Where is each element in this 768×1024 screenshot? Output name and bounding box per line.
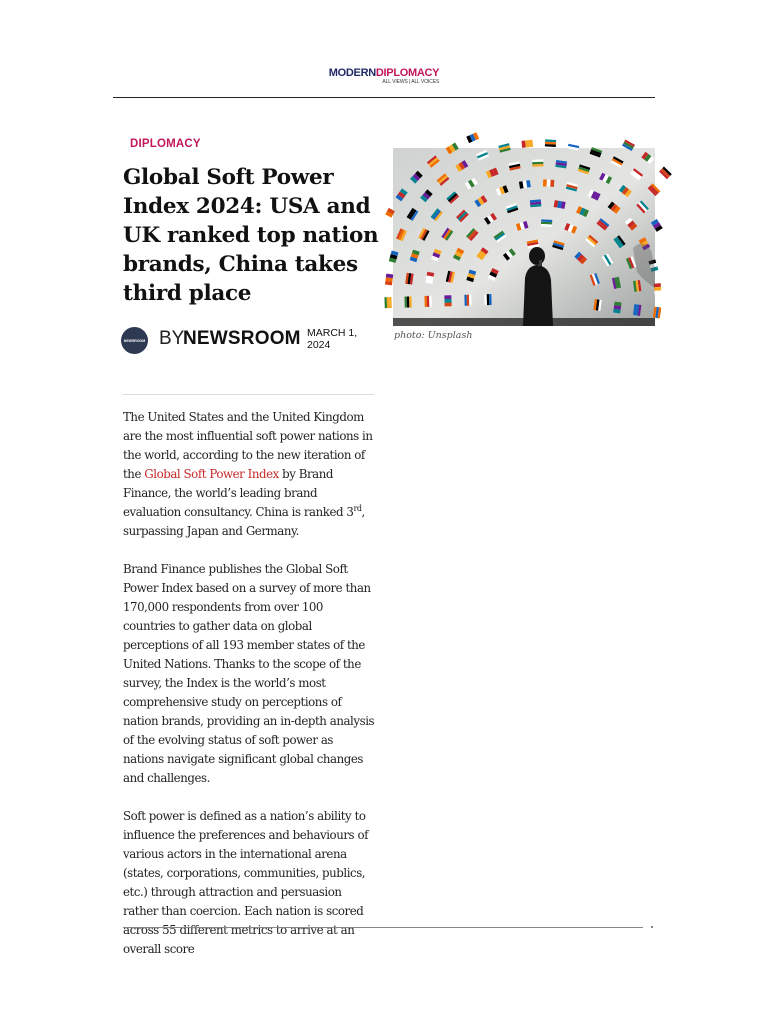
author-name[interactable]: NEWSROOM: [183, 328, 301, 349]
paragraph-1: The United States and the United Kingdom are the most influential soft power nations in the world, according to the new iteration of the Global Soft Power Index by Brand Finance, the world’s leading brand evaluation consultancy. China is ranked 3rd, surpassing Japan and Germany.: [123, 410, 373, 538]
article-title: Global Soft Power Index 2024: USA and UK ranked top nation brands, China takes third place: [123, 165, 379, 306]
article-body: [123, 408, 375, 956]
logo-tagline: ALL VIEWS | ALL VOICES: [382, 79, 440, 85]
article-photo[interactable]: [393, 148, 655, 326]
flag: [530, 199, 542, 207]
publish-date: MARCH 1, 2024: [307, 327, 358, 351]
flag: [464, 295, 471, 306]
flag: [653, 307, 661, 319]
flag: [543, 179, 554, 187]
flag: [444, 295, 451, 306]
site-logo[interactable]: [329, 68, 439, 85]
flag: [404, 296, 411, 307]
flag: [385, 274, 393, 286]
flag: [633, 280, 641, 292]
flag: [659, 167, 672, 180]
flag: [384, 297, 391, 308]
flag: [593, 299, 601, 311]
avatar-text: NEWSROOM: [123, 338, 146, 343]
site-header: [113, 55, 655, 98]
index-link[interactable]: Global Soft Power Index: [144, 467, 279, 481]
byline-prefix: BY: [159, 328, 185, 349]
flag: [545, 139, 556, 147]
footer-rule: [123, 927, 643, 928]
flag: [541, 219, 552, 227]
flag: [424, 296, 431, 307]
flags-wall-photo: [393, 148, 655, 326]
flag: [633, 304, 641, 316]
photo-caption: photo: Unsplash: [394, 330, 473, 341]
author-avatar[interactable]: [121, 327, 148, 354]
footer-dot: [651, 926, 653, 928]
flag: [466, 132, 479, 143]
divider: [123, 394, 374, 395]
byline: [121, 325, 376, 357]
flag: [613, 302, 621, 314]
wall-background: [393, 148, 655, 326]
flag: [532, 159, 543, 166]
flag: [484, 294, 491, 305]
paragraph-3: Soft power is defined as a nation’s ability to influence the preferences and behaviours of various actors in the international arena (states, corporations, communities, publics, etc.) through attraction and persuasion rather than coercion. Each nation is scored across 55 different metrics to arrive at an overall score: [123, 809, 369, 956]
category-label[interactable]: DIPLOMACY: [130, 138, 201, 150]
flag: [555, 160, 567, 168]
logo-wordmark: MODERNDIPLOMACY: [328, 67, 440, 79]
paragraph-2: Brand Finance publishes the Global Soft Power Index based on a survey of more than 170,000 respondents from over 100 countries to gather data on global perceptions of all 193 member states of the United Nations. Thanks to the scope of the survey, the Index is the world’s most comprehensive study on perceptions of nation brands, providing an in-depth analysis of the evolving status of soft power as nations navigate significant global changes and challenges.: [123, 562, 375, 785]
flag: [521, 140, 533, 148]
